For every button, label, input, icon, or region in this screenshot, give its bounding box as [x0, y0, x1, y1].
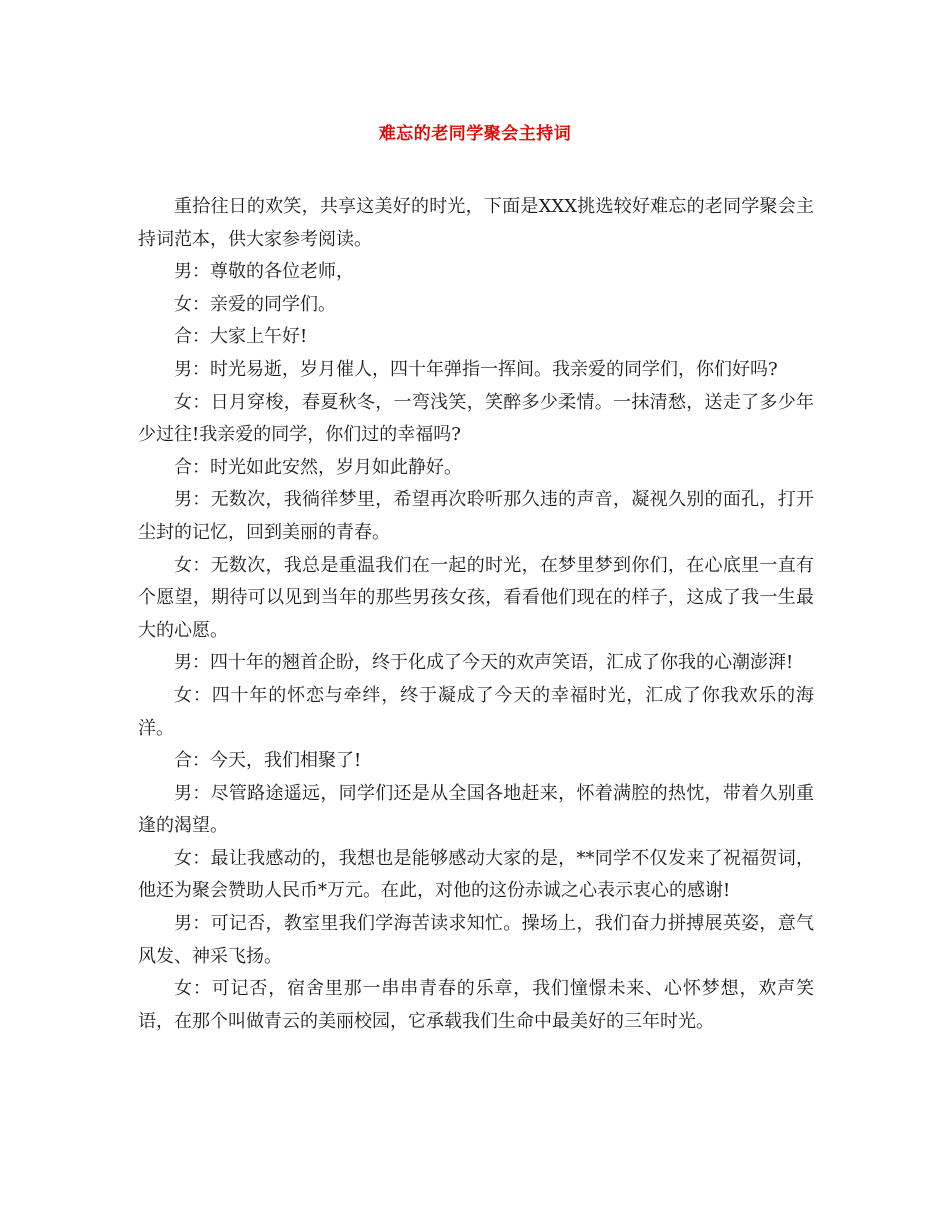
document-title: 难忘的老同学聚会主持词	[378, 124, 572, 144]
paragraph: 男：可记否，教室里我们学海苦读求知忙。操场上，我们奋力拼搏展英姿，意气风发、神采飞扬。	[138, 913, 814, 967]
paragraph: 男：尊敬的各位老师，	[174, 261, 354, 283]
paragraph: 男：无数次，我徜徉梦里，希望再次聆听那久违的声音，凝视久别的面孔，打开尘封的记忆，回到美丽的青春。	[138, 489, 814, 543]
paragraph: 重拾往日的欢笑，共享这美好的时光，下面是XXX挑选较好难忘的老同学聚会主持词范本，供大家参考阅读。	[138, 196, 814, 250]
paragraph: 女：亲爱的同学们。	[174, 293, 336, 315]
paragraph: 合：时光如此安然，岁月如此静好。	[174, 456, 462, 478]
paragraph: 女：四十年的怀恋与牵绊，终于凝成了今天的幸福时光，汇成了你我欢乐的海洋。	[138, 684, 814, 739]
paragraph: 女：可记否，宿舍里那一串串青春的乐章，我们憧憬未来、心怀梦想，欢声笑语，在那个叫做青云的美丽校园，它承载我们生命中最美好的三年时光。	[138, 978, 814, 1032]
paragraph: 合：今天，我们相聚了!	[174, 750, 362, 772]
paragraph: 合：大家上午好!	[174, 326, 308, 348]
paragraph: 男：四十年的翘首企盼，终于化成了今天的欢声笑语，汇成了你我的心潮澎湃!	[174, 652, 794, 674]
paragraph: 女：日月穿梭，春夏秋冬，一弯浅笑，笑醉多少柔情。一抹清愁，送走了多少年少过往!我亲爱的同学，你们过的幸福吗?	[138, 391, 814, 446]
paragraph: 女：无数次，我总是重温我们在一起的时光，在梦里梦到你们，在心底里一直有个愿望，期待可以见到当年的那些男孩女孩，看看他们现在的样子，这成了我一生最大的心愿。	[138, 554, 814, 641]
paragraph: 女：最让我感动的，我想也是能够感动大家的是，**同学不仅发来了祝福贺词，他还为聚会赞助人民币*万元。在此，对他的这份赤诚之心表示衷心的感谢!	[138, 847, 814, 902]
paragraph: 男：时光易逝，岁月催人，四十年弹指一挥间。我亲爱的同学们，你们好吗?	[174, 358, 778, 380]
paragraph: 男：尽管路途遥远，同学们还是从全国各地赶来，怀着满腔的热忱，带着久别重逢的渴望。	[138, 782, 814, 837]
document-body	[138, 191, 814, 1038]
